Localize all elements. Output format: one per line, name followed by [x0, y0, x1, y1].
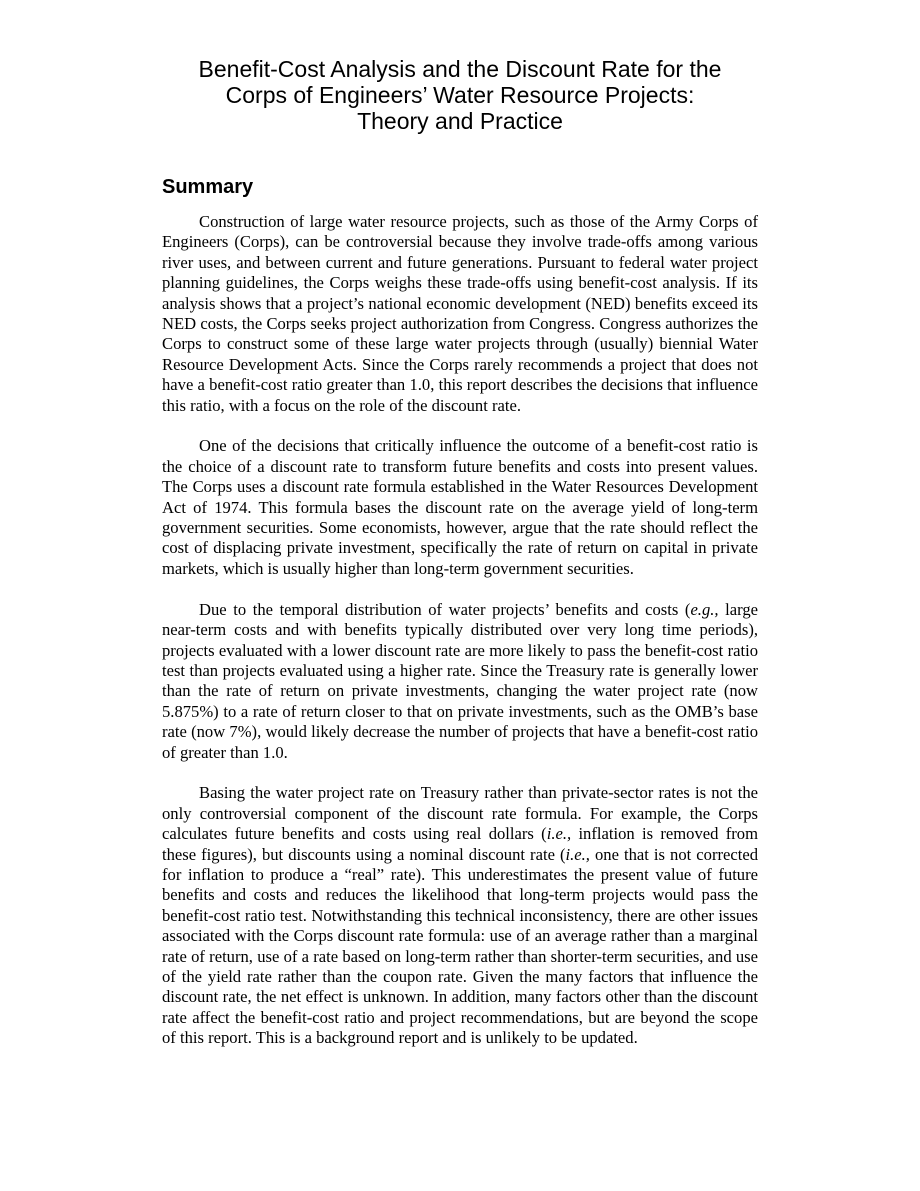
paragraph: [162, 600, 758, 763]
text-run: Due to the temporal distribution of water projects’ benefits and costs (: [199, 599, 691, 619]
title-line: Corps of Engineers’ Water Resource Projects:: [225, 82, 695, 108]
paragraph: [162, 212, 758, 416]
italic-text-run: i.e.,: [565, 844, 590, 864]
text-run: inflation is removed from these figures), but discounts using a nominal discount rate (: [162, 824, 758, 864]
paragraph: [162, 436, 758, 579]
paragraph: [162, 783, 758, 1048]
text-run: One of the decisions that critically influence the outcome of a benefit-cost ratio is the choice of a discount rate to transform future benefits and costs into present values. The Corps uses a discount rate formula established in the Water Resources Development Act of 1974. This formula bases the discount rate on the average yield of long-term government securities. Some economists, however, argue that the rate should reflect the cost of displacing private investment, specifically the rate of return on capital in private markets, which is usually higher than long-term government securities.: [162, 436, 758, 578]
section-heading: Summary: [162, 176, 254, 198]
italic-text-run: e.g.,: [690, 599, 719, 619]
text-run: large near-term costs and with benefits typically distributed over very long time periods), projects evaluated with a lower discount rate are more likely to pass the benefit-cost ratio test than projects evaluated using a higher rate. Since the Treasury rate is generally lower than the rate of return on private investments, changing the water project rate (now 5.875%) to a rate of return closer to that on private investments, such as the OMB’s base rate (now 7%), would likely decrease the number of projects that have a benefit-cost ratio of greater than 1.0.: [162, 599, 758, 762]
title-line: Theory and Practice: [357, 108, 563, 134]
text-run: Basing the water project rate on Treasury rather than private-sector rates is not the only controversial component of the discount rate formula. For example, the Corps calculates future benefits and costs using real dollars (: [162, 783, 758, 844]
text-run: Construction of large water resource projects, such as those of the Army Corps of Engineers (Corps), can be controversial because they involve trade-offs among various river uses, and between current and future generations. Pursuant to federal water project planning guidelines, the Corps weighs these trade-offs using benefit-cost analysis. If its analysis shows that a project’s national economic development (NED) benefits exceed its NED costs, the Corps seeks project authorization from Congress. Congress authorizes the Corps to construct some of these large water projects through (usually) biennial Water Resource Development Acts. Since the Corps rarely recommends a project that does not have a benefit-cost ratio greater than 1.0, this report describes the decisions that influence this ratio, with a focus on the role of the discount rate.: [162, 212, 758, 415]
document-title: [160, 56, 760, 134]
title-line: Benefit-Cost Analysis and the Discount Rate for the: [198, 56, 722, 82]
text-run: one that is not corrected for inflation to produce a “real” rate). This underestimates the present value of future benefits and costs and reduces the likelihood that long-term projects would pass the benefit-cost ratio test. Notwithstanding this technical inconsistency, there are other issues associated with the Corps discount rate formula: use of an average rather than a marginal rate of return, use of a rate based on long-term rather than shorter-term securities, and use of the yield rate rather than the coupon rate. Given the many factors that influence the discount rate, the net effect is unknown. In addition, many factors other than the discount rate affect the benefit-cost ratio and project recommendations, but are beyond the scope of this report. This is a background report and is unlikely to be updated.: [162, 844, 759, 1048]
italic-text-run: i.e.,: [546, 824, 572, 844]
summary-body: [162, 212, 758, 1049]
